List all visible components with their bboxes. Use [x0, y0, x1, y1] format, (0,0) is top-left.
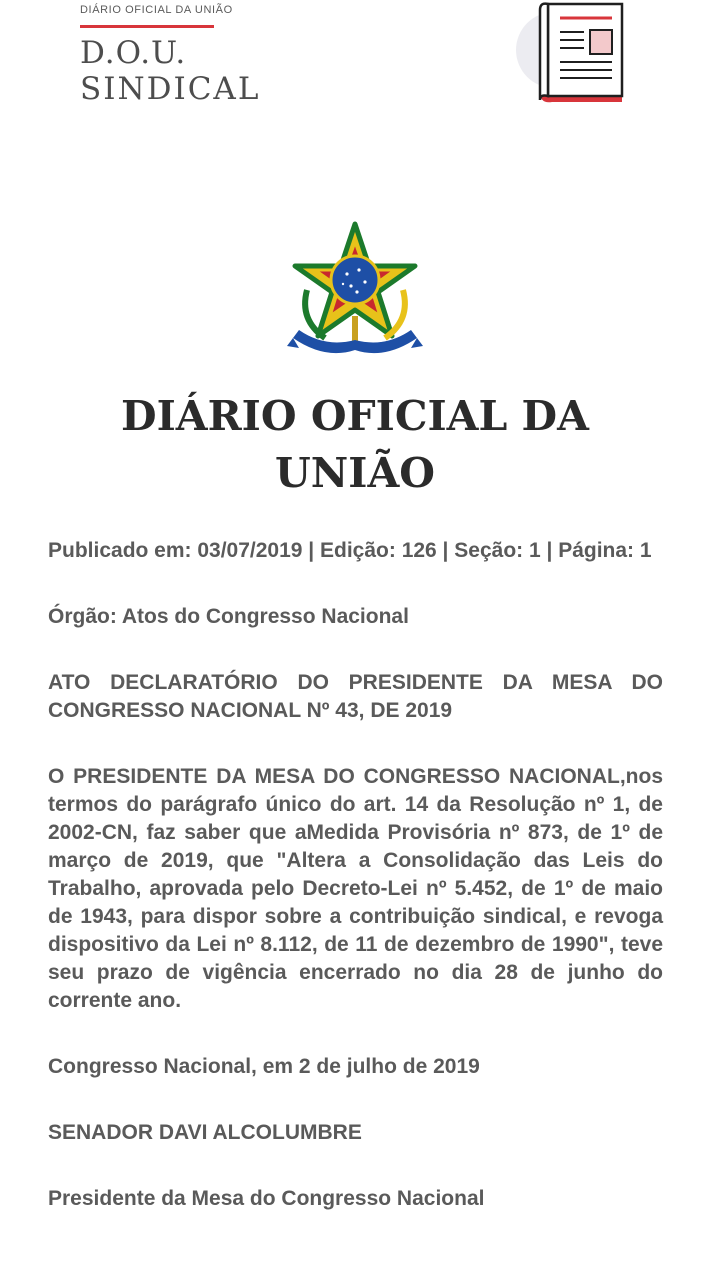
app-header [0, 0, 711, 120]
publication-info: Publicado em: 03/07/2019 | Edição: 126 | Seção: 1 | Página: 1 [48, 539, 652, 562]
brand-accent-rule [80, 25, 214, 28]
coat-of-arms-icon [285, 220, 425, 362]
place-date: Congresso Nacional, em 2 de julho de 2019 [48, 1055, 480, 1078]
page-title: DIÁRIO OFICIAL DA UNIÃO [121, 392, 589, 497]
act-body-paragraph: O PRESIDENTE DA MESA DO CONGRESSO NACIONAL,nos termos do parágrafo único do art. 14 da Resolução nº 1, de 2002-CN, faz saber que aMedida Provisória nº 873, de 1º de março de 2019, que "Altera a Consolidação das Leis do Trabalho, aprovada pelo Decreto-Lei nº 5.452, de 1º de maio de 1943, para dispor sobre a contribuição sindical, e revoga dispositivo da Lei nº 8.112, de 11 de dezembro de 1990", teve seu prazo de vigência encerrado no dia 28 de junho do corrente ano. [48, 765, 663, 1012]
newspaper-icon [512, 0, 632, 108]
brand-kicker: DIÁRIO OFICIAL DA UNIÃO [80, 4, 233, 16]
signer-role: Presidente da Mesa do Congresso Nacional [48, 1187, 485, 1210]
brand-logo-line2: SINDICAL [80, 71, 261, 107]
brand-logo-line1: D.O.U. [80, 35, 187, 71]
signer-name: SENADOR DAVI ALCOLUMBRE [48, 1121, 362, 1144]
document-body [48, 537, 663, 1213]
organ-line: Órgão: Atos do Congresso Nacional [48, 605, 409, 628]
act-title: ATO DECLARATÓRIO DO PRESIDENTE DA MESA DO CONGRESSO NACIONAL Nº 43, DE 2019 [48, 671, 663, 722]
